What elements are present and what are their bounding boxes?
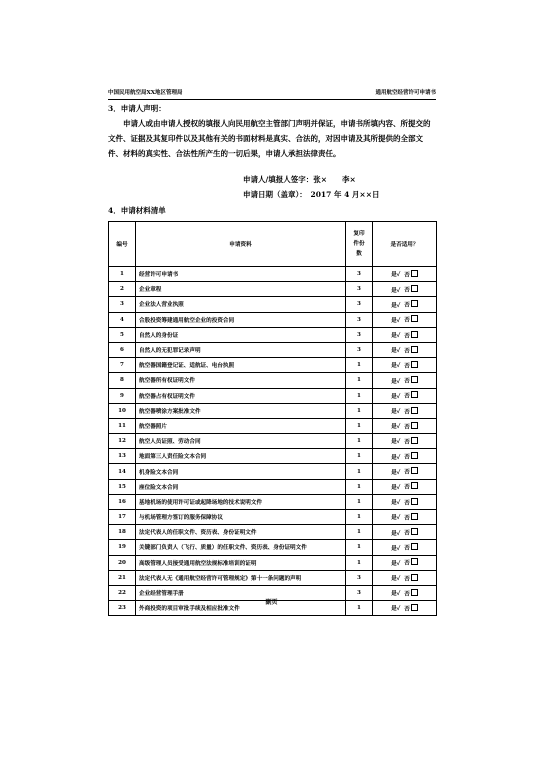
row-material: 地面第三人责任险文本合同 xyxy=(136,449,346,464)
checkbox-empty-icon xyxy=(411,482,418,489)
no-option-label: 否 xyxy=(404,393,410,400)
checkbox-empty-icon xyxy=(411,558,418,565)
row-applicable xyxy=(373,479,437,494)
yes-checked-option: 是✓ xyxy=(391,378,401,385)
row-material: 法定代表人无《通用航空经营许可管理规定》第十一条问题的声明 xyxy=(136,570,346,585)
row-number: 5 xyxy=(109,327,136,342)
row-applicable xyxy=(373,373,437,388)
checkbox-empty-icon xyxy=(411,452,418,459)
yes-checked-option: 是✓ xyxy=(391,545,401,552)
no-option-label: 否 xyxy=(404,439,410,446)
row-material: 关键部门负责人（飞行、质量）的任职文件、资历表、身份证明文件 xyxy=(136,540,346,555)
row-number: 9 xyxy=(109,388,136,403)
row-material: 航空器所有权证明文件 xyxy=(136,373,346,388)
row-material: 航空器国籍登记证、适航证、电台执照 xyxy=(136,358,346,373)
row-applicable xyxy=(373,358,437,373)
no-option xyxy=(404,558,418,567)
no-option xyxy=(404,391,418,400)
table-row xyxy=(109,388,437,403)
no-option-label: 否 xyxy=(404,454,410,461)
no-option xyxy=(404,543,418,552)
row-material: 航空器喷涂方案批准文件 xyxy=(136,403,346,418)
no-option-label: 否 xyxy=(404,302,410,309)
yes-checked-option: 是✓ xyxy=(391,424,401,431)
row-number: 10 xyxy=(109,403,136,418)
row-number: 11 xyxy=(109,418,136,433)
row-applicable xyxy=(373,297,437,312)
row-copies: 3 xyxy=(346,312,373,327)
row-number: 2 xyxy=(109,282,136,297)
table-row xyxy=(109,358,437,373)
row-copies: 3 xyxy=(346,282,373,297)
row-material: 外商投资的项目审批手续及相应批准文件 xyxy=(136,601,346,616)
no-option xyxy=(404,407,418,416)
row-number: 7 xyxy=(109,358,136,373)
row-number: 12 xyxy=(109,434,136,449)
no-option xyxy=(404,437,418,446)
no-option-label: 否 xyxy=(404,484,410,491)
row-applicable xyxy=(373,525,437,540)
row-applicable xyxy=(373,464,437,479)
row-material: 企业法人营业执照 xyxy=(136,297,346,312)
row-number: 6 xyxy=(109,342,136,357)
row-material: 基地机场的使用许可证或起降场地的技术说明文件 xyxy=(136,494,346,509)
no-option xyxy=(404,574,418,583)
table-row xyxy=(109,540,437,555)
row-material: 企业章程 xyxy=(136,282,346,297)
table-row xyxy=(109,510,437,525)
row-copies: 1 xyxy=(346,601,373,616)
yes-checked-option: 是✓ xyxy=(391,287,401,294)
row-copies: 1 xyxy=(346,464,373,479)
row-copies: 3 xyxy=(346,585,373,600)
checkbox-empty-icon xyxy=(411,391,418,398)
table-row xyxy=(109,449,437,464)
no-option-label: 否 xyxy=(404,560,410,567)
no-option-label: 否 xyxy=(404,363,410,370)
row-number: 18 xyxy=(109,525,136,540)
checkbox-empty-icon xyxy=(411,543,418,550)
row-applicable xyxy=(373,342,437,357)
no-option-label: 否 xyxy=(404,272,410,279)
row-number: 17 xyxy=(109,510,136,525)
yes-checked-option: 是✓ xyxy=(391,272,401,279)
row-copies: 1 xyxy=(346,479,373,494)
row-copies: 3 xyxy=(346,267,373,282)
row-applicable xyxy=(373,494,437,509)
col-header-name: 申请资料 xyxy=(136,222,346,267)
yes-checked-option: 是✓ xyxy=(391,530,401,537)
checkbox-empty-icon xyxy=(411,407,418,414)
table-row xyxy=(109,418,437,433)
checkbox-empty-icon xyxy=(411,315,418,322)
checkbox-empty-icon xyxy=(411,285,418,292)
row-copies: 1 xyxy=(346,434,373,449)
checkbox-empty-icon xyxy=(411,361,418,368)
row-applicable xyxy=(373,434,437,449)
row-material: 企业经营管理手册 xyxy=(136,585,346,600)
checkbox-empty-icon xyxy=(411,346,418,353)
checkbox-empty-icon xyxy=(411,437,418,444)
no-option-label: 否 xyxy=(404,591,410,598)
row-copies: 3 xyxy=(346,327,373,342)
row-number: 13 xyxy=(109,449,136,464)
row-copies: 3 xyxy=(346,297,373,312)
checkbox-empty-icon xyxy=(411,498,418,505)
yes-checked-option: 是✓ xyxy=(391,469,401,476)
checkbox-empty-icon xyxy=(411,270,418,277)
row-copies: 1 xyxy=(346,525,373,540)
checkbox-empty-icon xyxy=(411,376,418,383)
row-material: 自然人的身份证 xyxy=(136,327,346,342)
yes-checked-option: 是✓ xyxy=(391,560,401,567)
row-number: 14 xyxy=(109,464,136,479)
yes-checked-option: 是✓ xyxy=(391,591,401,598)
row-material: 经营许可申请书 xyxy=(136,267,346,282)
yes-checked-option: 是✓ xyxy=(391,348,401,355)
row-material: 法定代表人的任职文件、资历表、身份证明文件 xyxy=(136,525,346,540)
yes-checked-option: 是✓ xyxy=(391,484,401,491)
header-doc-title: 通用航空经营许可申请书 xyxy=(375,90,436,96)
row-copies: 3 xyxy=(346,570,373,585)
section4-title: 4．申请材料清单 xyxy=(108,206,166,215)
row-applicable xyxy=(373,312,437,327)
no-option-label: 否 xyxy=(404,606,410,613)
no-option-label: 否 xyxy=(404,348,410,355)
no-option xyxy=(404,498,418,507)
col-header-no: 编号 xyxy=(109,222,136,267)
row-copies: 1 xyxy=(346,494,373,509)
no-option-label: 否 xyxy=(404,576,410,583)
table-row xyxy=(109,327,437,342)
table-header-row xyxy=(109,222,437,267)
application-date: 申请日期（盖章）： 2017 年 4 月××日 xyxy=(243,190,380,199)
no-option xyxy=(404,482,418,491)
row-number: 20 xyxy=(109,555,136,570)
checkbox-empty-icon xyxy=(411,467,418,474)
checkbox-empty-icon xyxy=(411,528,418,535)
row-copies: 1 xyxy=(346,540,373,555)
no-option xyxy=(404,346,418,355)
no-option-label: 否 xyxy=(404,317,410,324)
no-option xyxy=(404,422,418,431)
row-number: 15 xyxy=(109,479,136,494)
yes-checked-option: 是✓ xyxy=(391,454,401,461)
no-option-label: 否 xyxy=(404,515,410,522)
no-option-label: 否 xyxy=(404,378,410,385)
row-applicable xyxy=(373,267,437,282)
yes-checked-option: 是✓ xyxy=(391,393,401,400)
row-applicable xyxy=(373,282,437,297)
yes-checked-option: 是✓ xyxy=(391,302,401,309)
row-applicable xyxy=(373,570,437,585)
no-option-label: 否 xyxy=(404,409,410,416)
row-applicable xyxy=(373,403,437,418)
no-option xyxy=(404,361,418,370)
no-option xyxy=(404,528,418,537)
no-option-label: 否 xyxy=(404,500,410,507)
checkbox-empty-icon xyxy=(411,513,418,520)
table-row xyxy=(109,464,437,479)
row-applicable xyxy=(373,510,437,525)
row-material: 航空器照片 xyxy=(136,418,346,433)
table-row xyxy=(109,342,437,357)
no-option-label: 否 xyxy=(404,530,410,537)
no-option xyxy=(404,376,418,385)
row-number: 19 xyxy=(109,540,136,555)
row-material: 与机场管理方签订的服务保障协议 xyxy=(136,510,346,525)
row-applicable xyxy=(373,418,437,433)
no-option xyxy=(404,452,418,461)
row-applicable xyxy=(373,540,437,555)
checkbox-empty-icon xyxy=(411,589,418,596)
col-header-qty: 复印件份数 xyxy=(346,222,373,267)
no-option xyxy=(404,270,418,279)
yes-checked-option: 是✓ xyxy=(391,317,401,324)
yes-checked-option: 是✓ xyxy=(391,606,401,613)
yes-checked-option: 是✓ xyxy=(391,333,401,340)
table-row xyxy=(109,479,437,494)
row-material: 高级管理人员接受通用航空法规标准培训的证明 xyxy=(136,555,346,570)
header-authority: 中国民用航空局XX地区管理局 xyxy=(108,90,183,96)
row-material: 航空人员证照、劳动合同 xyxy=(136,434,346,449)
no-option xyxy=(404,315,418,324)
table-row xyxy=(109,267,437,282)
no-option-label: 否 xyxy=(404,469,410,476)
row-material: 座位险文本合同 xyxy=(136,479,346,494)
table-row xyxy=(109,434,437,449)
table-body xyxy=(109,267,437,616)
no-option xyxy=(404,300,418,309)
row-applicable xyxy=(373,388,437,403)
checkbox-empty-icon xyxy=(411,422,418,429)
row-material: 自然人的无犯罪记录声明 xyxy=(136,342,346,357)
table-row xyxy=(109,525,437,540)
table-row xyxy=(109,297,437,312)
yes-checked-option: 是✓ xyxy=(391,515,401,522)
row-number: 4 xyxy=(109,312,136,327)
yes-checked-option: 是✓ xyxy=(391,500,401,507)
no-option xyxy=(404,331,418,340)
yes-checked-option: 是✓ xyxy=(391,576,401,583)
no-option xyxy=(404,513,418,522)
row-applicable xyxy=(373,449,437,464)
no-option-label: 否 xyxy=(404,287,410,294)
row-copies: 1 xyxy=(346,373,373,388)
row-copies: 1 xyxy=(346,418,373,433)
row-copies: 3 xyxy=(346,342,373,357)
table-row xyxy=(109,494,437,509)
no-option xyxy=(404,589,418,598)
row-copies: 1 xyxy=(346,555,373,570)
row-number: 3 xyxy=(109,297,136,312)
declaration-text: 申请人或由申请人授权的填报人向民用航空主管部门声明并保证，申请书所填内容、所提交的文件、证据及其复印件以及其他有关的书面材料是真实、合法的，对因申请及其所提供的全部文件、材料的真实性、合法性所产生的一切后果，申请人承担法律责任。 xyxy=(108,119,431,158)
row-copies: 1 xyxy=(346,358,373,373)
row-applicable xyxy=(373,555,437,570)
row-copies: 1 xyxy=(346,510,373,525)
row-copies: 1 xyxy=(346,449,373,464)
checkbox-empty-icon xyxy=(411,300,418,307)
row-number: 1 xyxy=(109,267,136,282)
table-row xyxy=(109,282,437,297)
row-number: 21 xyxy=(109,570,136,585)
table-row xyxy=(109,403,437,418)
yes-checked-option: 是✓ xyxy=(391,409,401,416)
no-option-label: 否 xyxy=(404,424,410,431)
row-applicable xyxy=(373,327,437,342)
row-number: 8 xyxy=(109,373,136,388)
checkbox-empty-icon xyxy=(411,574,418,581)
row-number: 16 xyxy=(109,494,136,509)
yes-checked-option: 是✓ xyxy=(391,439,401,446)
no-option xyxy=(404,467,418,476)
row-material: 机身险文本合同 xyxy=(136,464,346,479)
checkbox-empty-icon xyxy=(411,331,418,338)
table-row xyxy=(109,312,437,327)
no-option-label: 否 xyxy=(404,333,410,340)
table-row xyxy=(109,570,437,585)
page-header xyxy=(108,89,436,100)
row-number: 23 xyxy=(109,601,136,616)
signature-line: 申请人/填报人签字：张× 李× xyxy=(243,175,356,184)
no-option-label: 否 xyxy=(404,545,410,552)
row-copies: 1 xyxy=(346,388,373,403)
row-number: 22 xyxy=(109,585,136,600)
table-row xyxy=(109,373,437,388)
yes-checked-option: 是✓ xyxy=(391,363,401,370)
row-material: 航空器占有权证明文件 xyxy=(136,388,346,403)
materials-table xyxy=(108,221,437,616)
no-option xyxy=(404,285,418,294)
page-footer: 副页 xyxy=(265,599,278,606)
row-copies: 1 xyxy=(346,403,373,418)
table-row xyxy=(109,555,437,570)
col-header-applicable: 是否适用？ xyxy=(373,222,437,267)
row-material: 合股投资筹建通用航空企业的投资合同 xyxy=(136,312,346,327)
section3-title: 3．申请人声明： xyxy=(108,104,166,113)
